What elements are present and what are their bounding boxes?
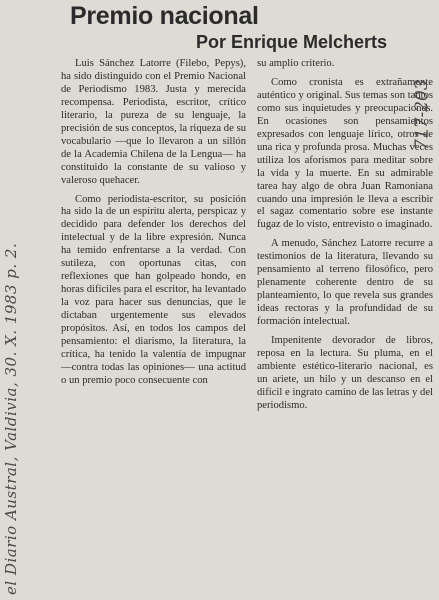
paragraph: Luis Sánchez Latorre (Filebo, Pepys), ha sido distinguido con el Premio Nacional de Periodismo 1983. Justa y merecida recompensa. Periodista, escritor, crítico literario, la pureza de su lenguaje, la precisión de sus conceptos, la riqueza de su vocabulario —que lo llevaron a un sillón de la Academia Chilena de la Lengua— ha constituido la constante de su valioso y valeroso quehacer. (61, 58, 246, 186)
handwritten-source-note: el Diario Austral, Valdivia, 30. X. 1983 p. 2. (2, 242, 20, 595)
article-column-2 (257, 58, 433, 419)
paragraph: A menudo, Sánchez Latorre recurre a testimonios de la literatura, llevando su pensamiento al terreno filosófico, pero plenamente coherente dentro de su planteamiento, lo que revela sus grandes ideas rectoras y la profundidad de su formación intelectual. (257, 238, 433, 328)
paragraph: Como cronista es extrañamente auténtico y original. Sus temas son tantos como sus inquietudes y preocupaciones. En ocasiones son pensamientos expresados con lenguaje lírico, otros de una rica y profunda prosa. Muchas veces utiliza los aforismos para meditar sobre la vida y la muerte. En su admirable tarea hay algo de obra Juan Ramoniana cuando una impresión le lleva a escribir el sagaz comentario sobre ese instante fugaz de lo visto, entrevisto o imaginado. (257, 76, 433, 231)
paragraph: Como periodista-escritor, su posición ha sido la de un espíritu alerta, perspicaz y decidido para defender los derechos del intelectual y de la libre expresión. Nunca ha temido enfrentarse a la verdad. Con sutileza, con oportunas citas, con reflexiones que han golpeado hondo, en horas difíciles para el escritor, ha levantado la voz para hacer sus denuncias, que le dictaban urgentemente sus elevados propósitos. Así, en todos los campos del pensamiento: el diarismo, la literatura, la crítica, ha tenido la valentía de impugnar —contra todas las opiniones— una actitud o un premio poco consecuente con (61, 193, 246, 386)
article-column-1 (61, 58, 246, 394)
paragraph: su amplio criterio. (257, 58, 335, 69)
article-byline: Por Enrique Melcherts (196, 32, 388, 52)
handwritten-catalog-number: 717-203 (412, 79, 432, 150)
article-title: Premio nacional (70, 2, 259, 30)
paragraph: Impenitente devorador de libros, reposa en la lectura. Su pluma, en el ambiente estético-literario nacional, es un ariete, un hilo y un descanso en el difícil e ingrato camino de las letras y del periodismo. (257, 335, 433, 411)
